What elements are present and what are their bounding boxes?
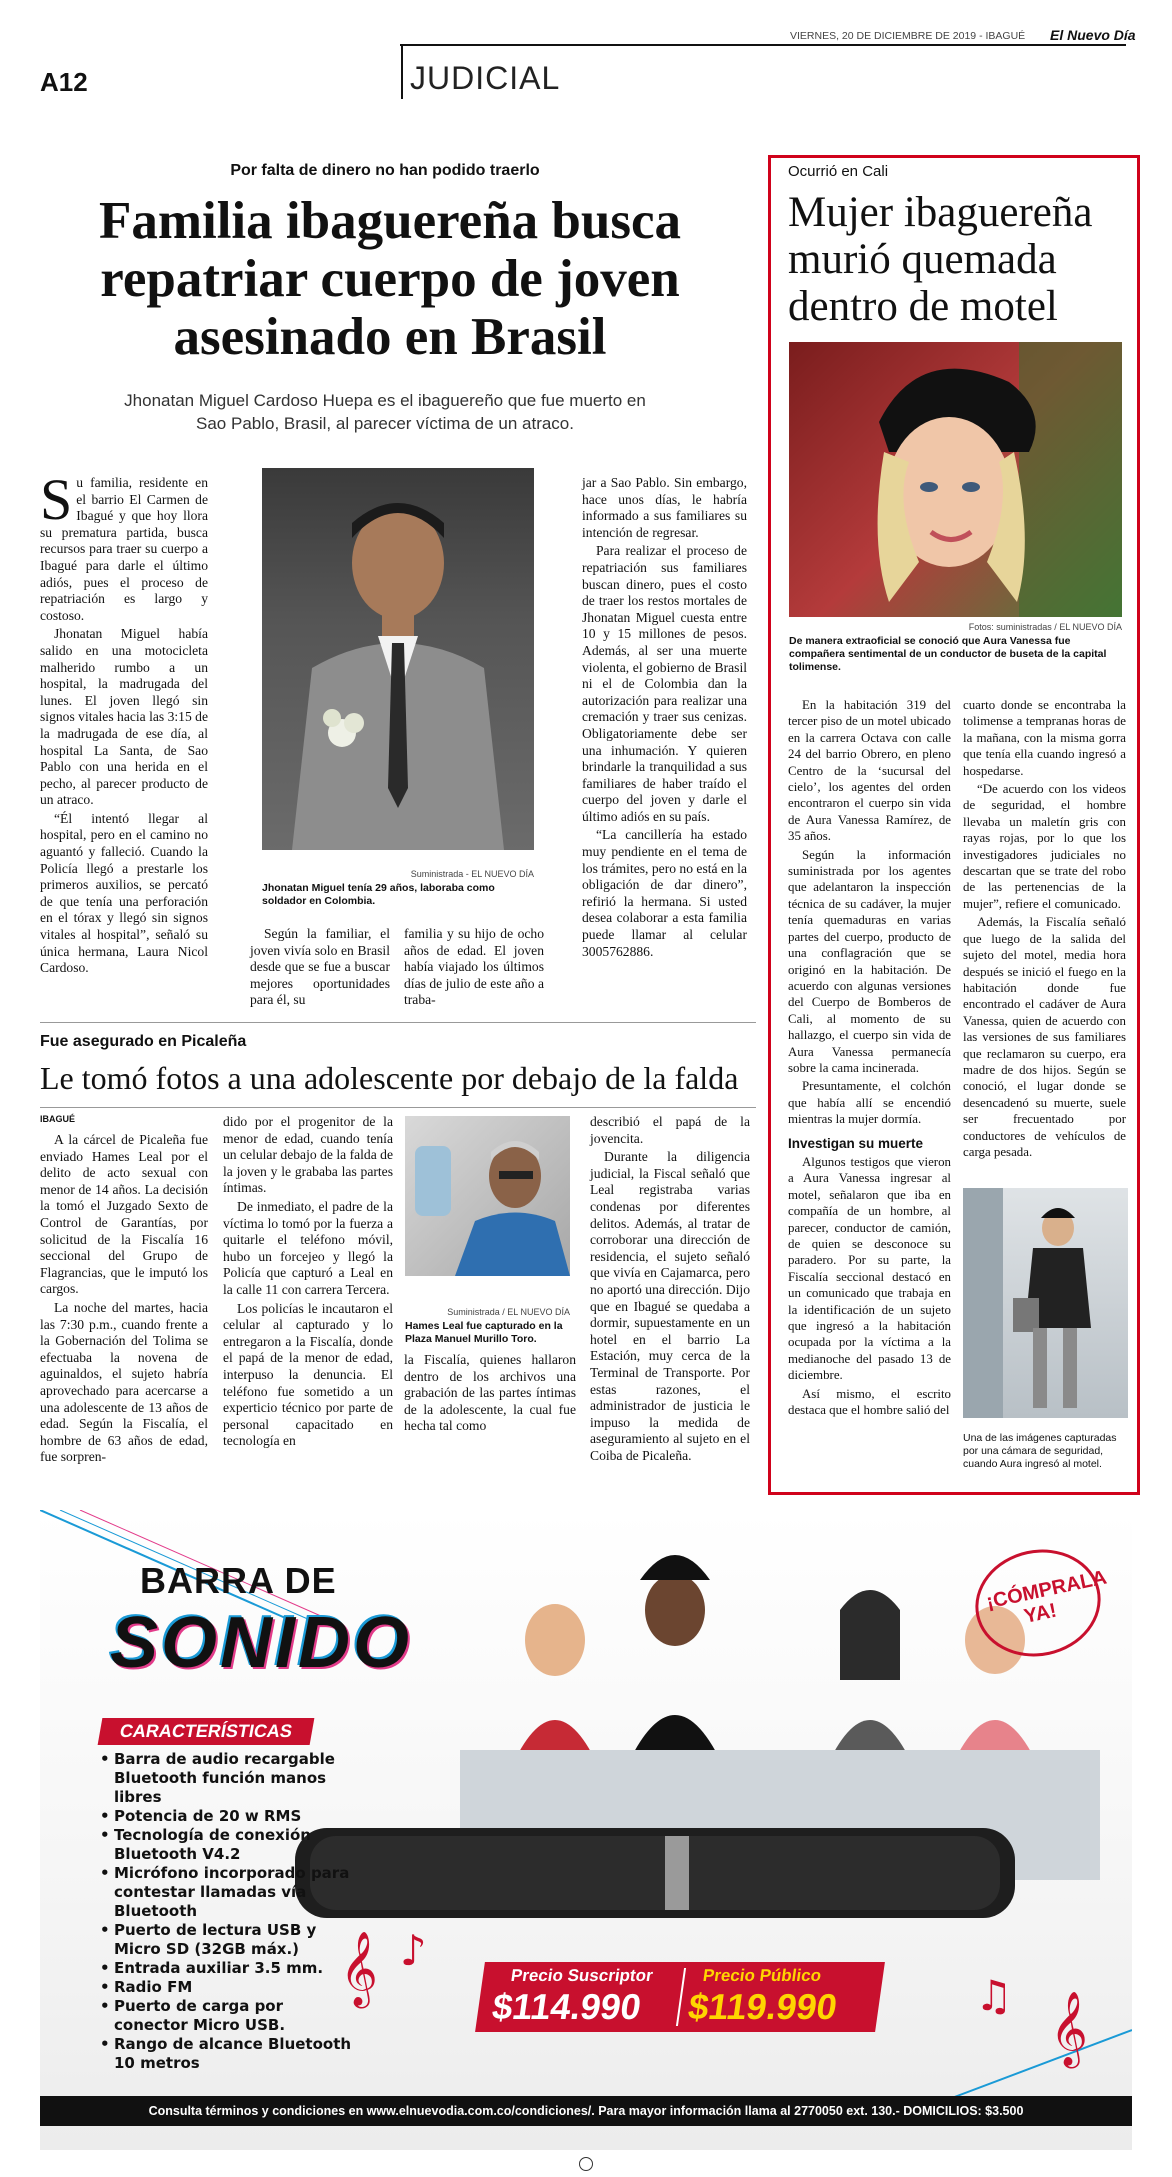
- sidebar-caption: De manera extraoficial se conoció que Aura Vanessa fue compañera sentimental de un conductor de buseta de la capital tolimense.: [789, 635, 1107, 673]
- brand-logo: El Nuevo Día: [1050, 27, 1136, 43]
- main-headline: Familia ibaguereña busca repatriar cuerpo de joven asesinado en Brasil: [98, 192, 682, 366]
- svg-text:♫: ♫: [975, 1971, 1013, 2020]
- main-caption: Jhonatan Miguel tenía 29 años, laboraba como soldador en Colombia.: [262, 882, 495, 907]
- svg-text:♪: ♪: [400, 1926, 427, 1975]
- second-column-1: A la cárcel de Picaleña fue enviado Hames Leal por el delito de acto sexual con menor de 14 años. La decisión la tomó el Juzgado Sexto de Control de Garantías, por solicitud de la Fiscalía 16 seccional del Grupo de Flagrancias, que le imputó los cargos. La noche del martes, hacia las 7:30 p.m., cuando frente a la Gobernación del Tolima se efectuaba la novena de aguinaldos, el sujeto habría aprovechado para acercarse a una adolescente de 13 años de edad. Según la Fiscalía, el hombre de 63 años de edad, fue sorpren-: [40, 1132, 208, 1465]
- registration-mark: [579, 2157, 593, 2171]
- sidebar-caption-2: Una de las imágenes capturadas por una cámara de seguridad, cuando Aura ingresó al motel.: [963, 1432, 1117, 1470]
- price-public: $119.990: [685, 1986, 840, 2027]
- sidebar-kicker: Ocurrió en Cali: [788, 163, 889, 180]
- victim-photo: [262, 468, 534, 850]
- feature-item: • Potencia de 20 w RMS: [100, 1807, 360, 1826]
- section-title: JUDICIAL: [410, 60, 561, 96]
- purchase-stamp-text: ¡CÓMPRALA YA!: [984, 1566, 1109, 1628]
- feature-item: • Barra de audio recargable Bluetooth función manos libres: [100, 1750, 360, 1807]
- second-headline: Le tomó fotos a una adolescente por debajo de la falda: [40, 1060, 739, 1096]
- dateline: VIERNES, 20 DE DICIEMBRE DE 2019 - IBAGUÉ: [790, 30, 1026, 42]
- ad-footer-bar: [40, 2096, 1132, 2126]
- suspect-photo: [405, 1116, 570, 1276]
- second-dateline: IBAGUÉ: [40, 1114, 76, 1124]
- section-divider: [401, 44, 403, 99]
- main-column-2-bottom: Según la familiar, el joven vivía solo en Brasil desde que se fue a buscar mejores oportunidades para él, su: [250, 926, 390, 1008]
- main-column-3-bottom: familia y su hijo de ocho años de edad. El joven había viajado los últimos días de julio de este año a traba-: [404, 926, 544, 1008]
- sidebar-headline: Mujer ibaguereña murió quemada dentro de motel: [788, 189, 1093, 330]
- ad-banner: [40, 1510, 1132, 2150]
- price-divider: [676, 1968, 686, 2026]
- header-rule: [400, 44, 1126, 46]
- ad-title-main: SONIDO: [110, 1603, 413, 1683]
- story-divider: [40, 1022, 756, 1023]
- main-deck: Jhonatan Miguel Cardoso Huepa es el ibaguereño que fue muerto en Sao Pablo, Brasil, al parecer víctima de un atraco.: [124, 391, 646, 433]
- second-caption: Hames Leal fue capturado en la Plaza Manuel Murillo Toro.: [405, 1320, 563, 1345]
- second-headline-rule: [40, 1107, 756, 1108]
- sidebar-column-1: En la habitación 319 del tercer piso de un motel ubicado en la carrera Octava con calle 24 del barrio Obrero, en pleno Centro de la ‘sucursal del cielo’, los agentes del orden encontraron el cuerpo sin vida de Aura Vanessa Ramírez, de 35 años. Según la información suministrada por los agentes que adelantaron la inspección técnica de su cadáver, la mujer tenía quemaduras en varias partes del cuerpo, producto de una conflagración que se originó en la habitación. De acuerdo con algunas versiones del Cuerpo de Bomberos de Cali, al momento de su hallazgo, el cuerpo sin vida de Aura Vanessa permanecía sobre la cama incinerada. Presuntamente, el colchón que había allí se encendió mientras la mujer dormía. Investigan su muerte Algunos testigos que vieron a Aura Vanessa ingresar al motel, señalaron que iba en compañía de un hombre, al parecer, conductor de camión, de quien se desconoce su paradero. Por su parte, la Fiscalía seccional destacó en un comunicado que trabaja en la identificación de un sujeto que ingresó a la habitación ocupada por la víctima a la medianoche del pasado 13 de diciembre. Así mismo, el escrito destaca que el hombre salió del: [788, 698, 951, 1418]
- feature-item: • Micrófono incorporado para contestar llamadas vía Bluetooth: [100, 1864, 360, 1921]
- second-column-2: dido por el progenitor de la menor de edad, cuando tenía un celular debajo de la falda de la joven y le grababa las partes íntimas. De inmediato, el padre de la víctima lo tomó por la fuerza a quitarle el teléfono móvil, hubo un forcejeo y llegó la Policía que capturó a Leal en la calle 11 con carrera Tercera. Los policías le incautaron el celular al capturado y lo entregaron a la Fiscalía, donde el papá de la menor de edad, interpuso la denuncia. El teléfono fue sometido a un experticio técnico por parte de personal capacitado en tecnología en: [223, 1114, 393, 1449]
- features-list: [100, 1750, 360, 2073]
- price-subscriber-label: Precio Suscriptor: [509, 1966, 655, 1985]
- second-column-3-bottom: la Fiscalía, quienes hallaron dentro de los archivos una grabación de las partes íntimas de la adolescente, la cual fue hecha tal como: [404, 1352, 576, 1434]
- main-kicker: Por falta de dinero no han podido traerlo: [230, 162, 540, 179]
- feature-item: • Rango de alcance Bluetooth 10 metros: [100, 2035, 360, 2073]
- feature-item: • Puerto de carga por conector Micro USB.: [100, 1997, 360, 2035]
- price-box: [475, 1962, 885, 2032]
- feature-item: • Radio FM: [100, 1978, 360, 1997]
- security-camera-photo: [963, 1188, 1128, 1418]
- feature-item: • Entrada auxiliar 3.5 mm.: [100, 1959, 360, 1978]
- main-photo-credit: Suministrada - EL NUEVO DÍA: [410, 869, 534, 879]
- ad-title-top: BARRA DE: [140, 1560, 337, 1601]
- feature-item: • Puerto de lectura USB y Micro SD (32GB máx.): [100, 1921, 360, 1959]
- page-number: A12: [40, 67, 88, 97]
- price-subscriber: $114.990: [489, 1986, 644, 2027]
- drop-cap: S: [40, 467, 73, 532]
- main-column-4: jar a Sao Pablo. Sin embargo, hace unos días, le habría informado a sus familiares su intención de regresar. Para realizar el proceso de repatriación sus familiares buscan dinero, pues el costo de traer los restos mortales de Jhonatan Miguel cuesta entre 10 y 15 millones de pesos. Además, al ser una muerte violenta, el gobierno de Brasil ni el de Colombia dan la autorización para realizar una cremación y traer sus cenizas. Obligatoriamente debe ser una inhumación. Y quieren brindarle la tranquilidad a sus familiares de haber traído el cuerpo del joven y darle el último adiós en su país. “La cancillería ha estado muy pendiente en el tema de los trámites, pero no está en la obligación de dar dinero”, refirió la hermana. Si usted desea colaborar a esta familia puede llamar al celular 3005762886.: [582, 475, 747, 959]
- victim-woman-photo: [789, 342, 1122, 617]
- main-column-1: Su familia, residente en el barrio El Carmen de Ibagué y que hoy llora su prematura partida, busca recursos para traer su cuerpo a Ibagué para darle el último adiós, pues el proceso de repatriación es largo y costoso. Jhonatan Miguel había salido en una motocicleta malherido rumbo a un hospital, la madrugada del lunes. El joven llegó sin signos vitales hacia las 3:15 de la madrugada de ese día, al hospital La Santa, de Sao Pablo con una herida en el pecho, al parecer producto de un atraco. “Él intentó llegar al hospital, pero en el camino no aguantó y falleció. Cuando la Policía llegó a prestarle los primeros auxilios, se percató de que tenía una perforación en el tórax y llegó sin signos vitales al hospital”, señaló su única hermana, Laura Nicol Cardoso.: [40, 467, 208, 976]
- sidebar-column-2: cuarto donde se encontraba la tolimense a tempranas horas de la mañana, con la misma gorra que tenía ella cuando ingresó a hospedarse. “De acuerdo con los videos de seguridad, el hombre llevaba un maletín gris con rayas rojas, por lo que los investigadores judiciales no descartan que se trate del robo de las pertenencias de la mujer”, refiere el comunicado. Además, la Fiscalía señaló que luego de la salida del sujeto del motel, media hora después se inició el fuego en la habitación donde fue encontrado el cadáver de Aura Vanessa, quien de acuerdo con las versiones de sus familiares que reclamaron su cuerpo, era madre de dos hijos. Según se conoció, el lugar donde se desencadenó su muerte, suele ser frecuentado por conductores de vehículos de carga pesada.: [963, 698, 1126, 1159]
- ad-footer-text: Consulta términos y condiciones en www.elnuevodia.com.co/condiciones/. Para mayor información llama al 2770050 ext. 130.- DOMICILIOS: $3.500: [148, 2104, 1024, 2118]
- features-title: CARACTERÍSTICAS: [98, 1718, 315, 1745]
- second-column-4: describió el papá de la jovencita. Durante la diligencia judicial, la Fiscal señaló que Leal registraba varias condenas por diferentes delitos. Además, al tratar de corroborar una dirección de residencia, el sujeto señaló que vivía en Cajamarca, pero no aportó una dirección. Dijo que en Ibagué se quedaba a dormir, supuestamente en un hotel en el barrio La Estación, muy cerca de la Terminal de Transporte. Por estas razones, el administrador de justicia le impuso la medida de aseguramiento al sujeto en el Coiba de Picaleña.: [590, 1114, 750, 1463]
- feature-item: • Tecnología de conexión Bluetooth V4.2: [100, 1826, 360, 1864]
- svg-text:𝄞: 𝄞: [1050, 1992, 1088, 2066]
- sidebar-subhead: Investigan su muerte: [788, 1135, 924, 1151]
- second-photo-credit: Suministrada / EL NUEVO DÍA: [447, 1307, 570, 1317]
- svg-text:𝄞: 𝄞: [340, 1932, 378, 2006]
- sidebar-photo-credit: Fotos: suministradas / EL NUEVO DÍA: [968, 622, 1122, 632]
- second-kicker: Fue asegurado en Picaleña: [40, 1033, 247, 1050]
- price-public-label: Precio Público: [701, 1966, 823, 1985]
